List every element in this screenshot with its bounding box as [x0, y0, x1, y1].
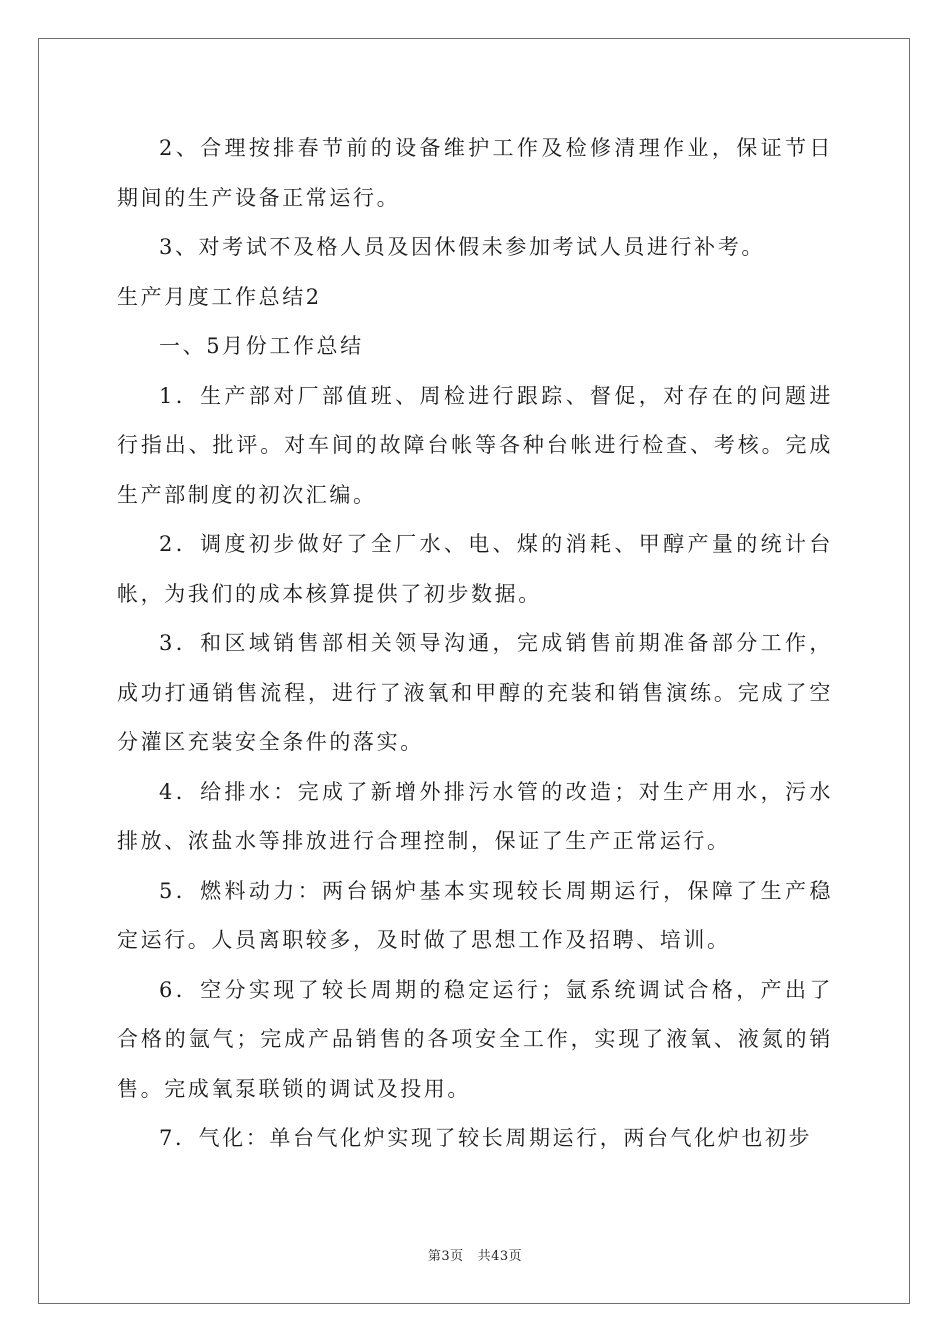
- paragraph: 4．给排水：完成了新增外排污水管的改造；对生产用水，污水排放、浓盐水等排放进行合理控制，保证了生产正常运行。: [117, 779, 833, 853]
- section-heading: 一、5月份工作总结: [159, 334, 364, 358]
- document-body: [117, 124, 833, 1164]
- page-number: 第3页: [427, 1249, 464, 1264]
- paragraph: 7．气化：单台气化炉实现了较长周期运行，两台气化炉也初步: [159, 1126, 813, 1150]
- paragraph: 2、合理按排春节前的设备维护工作及检修清理作业，保证节日期间的生产设备正常运行。: [117, 136, 833, 210]
- paragraph: 6．空分实现了较长周期的稳定运行；氩系统调试合格，产出了合格的氩气；完成产品销售的各项安全工作，实现了液氧、液氮的销售。完成氧泵联锁的调试及投用。: [117, 977, 833, 1101]
- paragraph: 5．燃料动力：两台锅炉基本实现较长周期运行，保障了生产稳定运行。人员离职较多，及时做了思想工作及招聘、培训。: [117, 878, 833, 952]
- paragraph: 3、对考试不及格人员及因休假未参加考试人员进行补考。: [159, 235, 765, 259]
- page-total: 共43页: [477, 1249, 523, 1264]
- paragraph: 3．和区域销售部相关领导沟通，完成销售前期准备部分工作，成功打通销售流程，进行了液氧和甲醇的充装和销售演练。完成了空分灌区充装安全条件的落实。: [117, 631, 833, 754]
- paragraph: 2．调度初步做好了全厂水、电、煤的消耗、甲醇产量的统计台帐，为我们的成本核算提供了初步数据。: [117, 532, 833, 606]
- page-footer: [0, 1245, 950, 1264]
- paragraph: 1．生产部对厂部值班、周检进行跟踪、督促，对存在的问题进行指出、批评。对车间的故障台帐等各种台帐进行检查、考核。完成生产部制度的初次汇编。: [117, 383, 833, 507]
- section-title: 生产月度工作总结2: [117, 284, 322, 309]
